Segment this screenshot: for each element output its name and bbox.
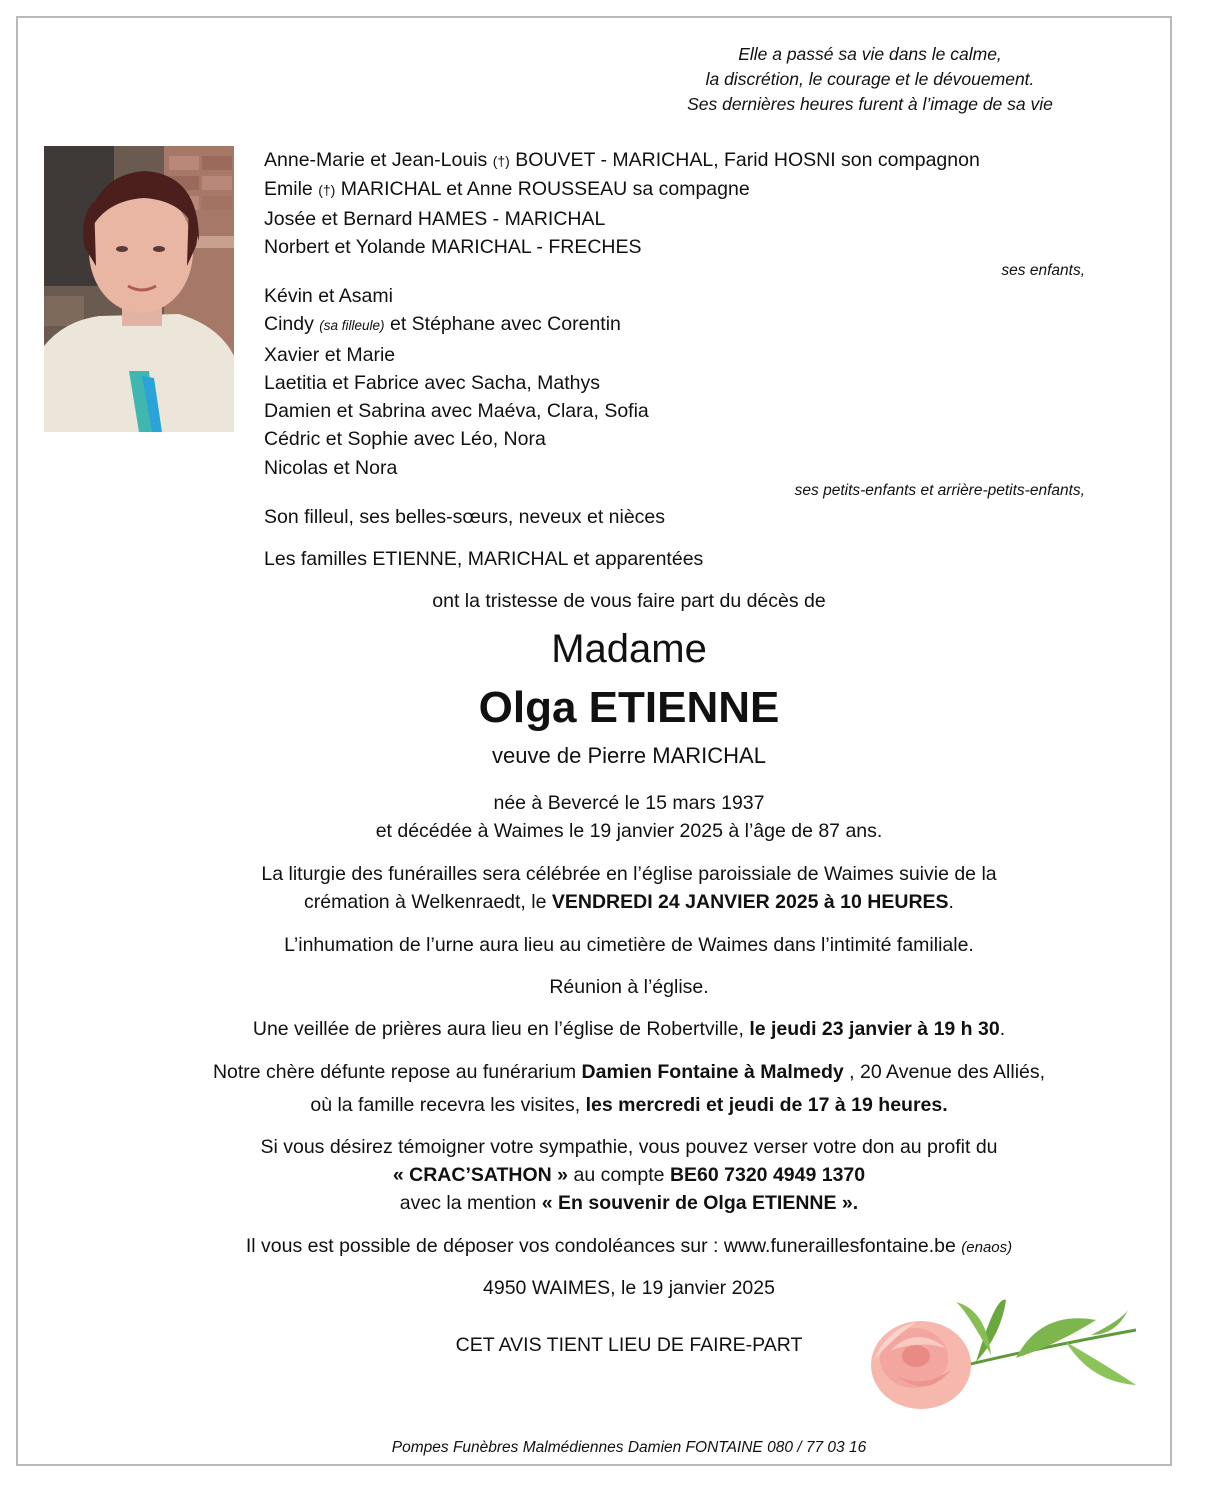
burial-line: L’inhumation de l’urne aura lieu au cimetière de Waimes dans l’intimité familiale.: [284, 934, 974, 956]
list-item: Damien et Sabrina avec Maéva, Clara, Sofia: [264, 400, 649, 423]
quote-line-2: la discrétion, le courage et le dévouement.: [705, 69, 1035, 89]
widow-line: veuve de Pierre MARICHAL: [492, 743, 766, 768]
reunion-line: Réunion à l’église.: [549, 976, 709, 998]
deceased-name: Olga ETIENNE: [478, 683, 780, 732]
donation-line-3: avec la mention « En souvenir de Olga ETIENNE ».: [399, 1192, 859, 1214]
rose-illustration: [866, 1290, 1148, 1424]
faire-part-notice: CET AVIS TIENT LIEU DE FAIRE-PART: [455, 1334, 803, 1356]
announcement-intro: ont la tristesse de vous faire part du décès de: [432, 590, 826, 612]
condolences-line: Il vous est possible de déposer vos condoléances sur : www.funeraillesfontaine.be (enaos): [245, 1235, 1013, 1257]
godson-line: Son filleul, ses belles-sœurs, neveux et nièces: [264, 506, 666, 528]
list-item: Kévin et Asami: [264, 285, 393, 307]
list-item: Cédric et Sophie avec Léo, Nora: [264, 428, 546, 451]
list-item: Josée et Bernard HAMES - MARICHAL: [264, 207, 606, 230]
deceased-title: Madame: [551, 627, 707, 671]
rest-line: Notre chère défunte repose au funérarium Damien Fontaine à Malmedy , 20 Avenue des Alliés,: [212, 1061, 1046, 1083]
vigil-line: Une veillée de prières aura lieu en l’église de Robertville, le jeudi 23 janvier à 19 h 30.: [252, 1018, 1006, 1040]
quote-block: [600, 42, 1140, 117]
portrait-photo: [44, 146, 234, 432]
grandchildren-label: ses petits-enfants et arrière-petits-enfants,: [794, 482, 1085, 499]
list-item: Norbert et Yolande MARICHAL - FRECHES: [264, 235, 642, 258]
list-item: Laetitia et Fabrice avec Sacha, Mathys: [264, 371, 601, 394]
place-date: 4950 WAIMES, le 19 janvier 2025: [483, 1277, 775, 1299]
families-line: Les familles ETIENNE, MARICHAL et apparentées: [264, 548, 704, 570]
list-item: Cindy (sa filleule) et Stéphane avec Corentin: [264, 313, 621, 336]
donation-line-1: Si vous désirez témoigner votre sympathie, vous pouvez verser votre don au profit du: [260, 1136, 998, 1158]
funeral-line-2: crémation à Welkenraedt, le VENDREDI 24 JANVIER 2025 à 10 HEURES.: [304, 891, 954, 913]
list-item: Anne-Marie et Jean-Louis (†) BOUVET - MARICHAL, Farid HOSNI son compagnon: [264, 149, 980, 171]
grandchildren-list: [264, 282, 649, 482]
birth-line: née à Bevercé le 15 mars 1937: [493, 792, 765, 814]
footer-funeral-home: Pompes Funèbres Malmédiennes Damien FONTAINE 080 / 77 03 16: [391, 1439, 867, 1456]
death-line: et décédée à Waimes le 19 janvier 2025 à l’âge de 87 ans.: [375, 820, 883, 842]
visits-line: où la famille recevra les visites, les mercredi et jeudi de 17 à 19 heures.: [310, 1094, 948, 1116]
list-item: Emile (†) MARICHAL et Anne ROUSSEAU sa compagne: [264, 178, 750, 201]
quote-line-1: Elle a passé sa vie dans le calme,: [738, 44, 1002, 64]
list-item: Xavier et Marie: [264, 343, 396, 366]
children-label: ses enfants,: [1001, 262, 1085, 279]
children-list: [264, 146, 980, 261]
donation-line-2: « CRAC’SATHON » au compte BE60 7320 4949 1370: [392, 1164, 866, 1186]
quote-line-3: Ses dernières heures furent à l’image de sa vie: [687, 94, 1053, 114]
funeral-line-1: La liturgie des funérailles sera célébrée en l’église paroissiale de Waimes suivie de la: [261, 863, 997, 885]
list-item: Nicolas et Nora: [264, 456, 398, 479]
